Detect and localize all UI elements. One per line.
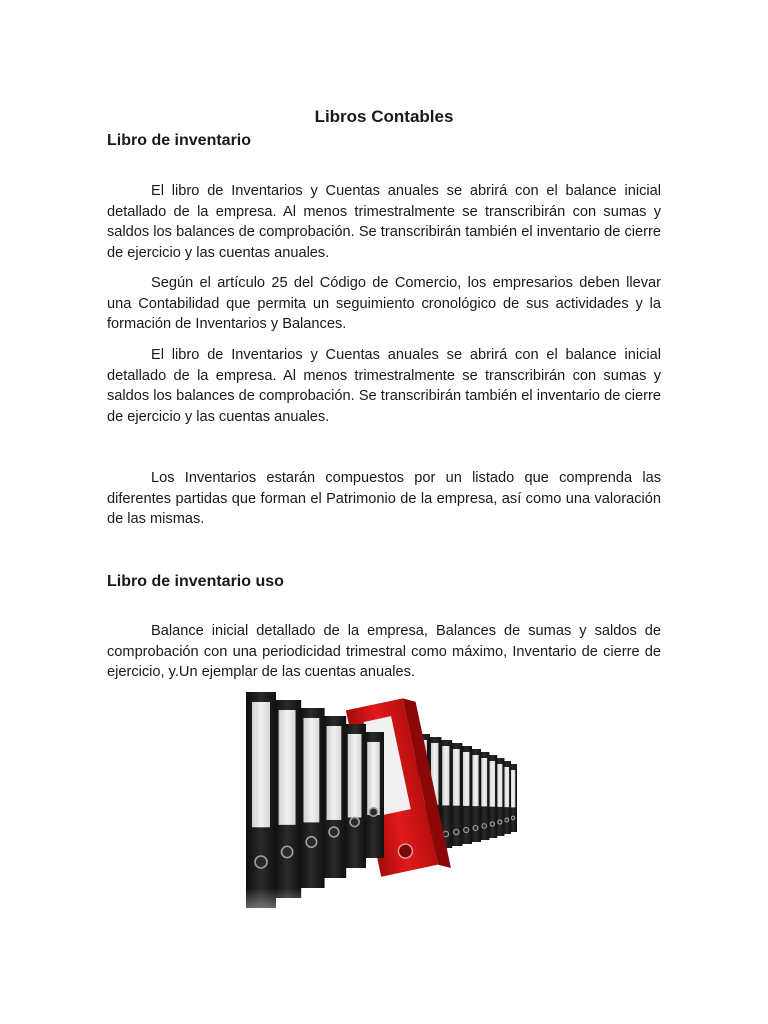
binder xyxy=(298,708,324,888)
document-title: Libros Contables xyxy=(314,107,454,126)
paragraph-5: Balance inicial detallado de la empresa, Balances de sumas y saldos de comprobación con una periodicidad trimestral como máximo, Inventario de cierre de ejercicio, y.Un ejemplar de las cuentas anuales. xyxy=(107,623,661,681)
binder xyxy=(363,732,384,858)
paragraph-4: Los Inventarios estarán compuestos por un listado que comprenda las diferentes partidas que forman el Patrimonio de la empresa, así como una valoración de las mismas. xyxy=(107,470,661,528)
binders-illustration xyxy=(246,692,522,908)
paragraph-1: El libro de Inventarios y Cuentas anuales se abrirá con el balance inicial detallado de la empresa. Al menos trimestralmente se transcribirán con sumas y saldos los balances de comprobación. Se transcribirán también el inventario de cierre de ejercicio y las cuentas anuales. xyxy=(107,183,661,261)
binder xyxy=(343,724,366,868)
binder xyxy=(273,700,301,898)
binder xyxy=(322,716,347,878)
paragraph-3: El libro de Inventarios y Cuentas anuales se abrirá con el balance inicial detallado de la empresa. Al menos trimestralmente se transcribirán con sumas y saldos los balances de comprobación. Se transcribirán también el inventario de cierre de ejercicio y las cuentas anuales. xyxy=(107,347,661,425)
paragraph-2: Según el artículo 25 del Código de Comercio, los empresarios deben llevar una Contabilidad que permita un seguimiento cronológico de sus actividades y la formación de Inventarios y Balances. xyxy=(107,275,661,333)
binder xyxy=(246,692,276,908)
section-heading-libro-inventario-uso: Libro de inventario uso xyxy=(107,573,284,590)
section-heading-libro-inventario: Libro de inventario xyxy=(107,132,252,149)
